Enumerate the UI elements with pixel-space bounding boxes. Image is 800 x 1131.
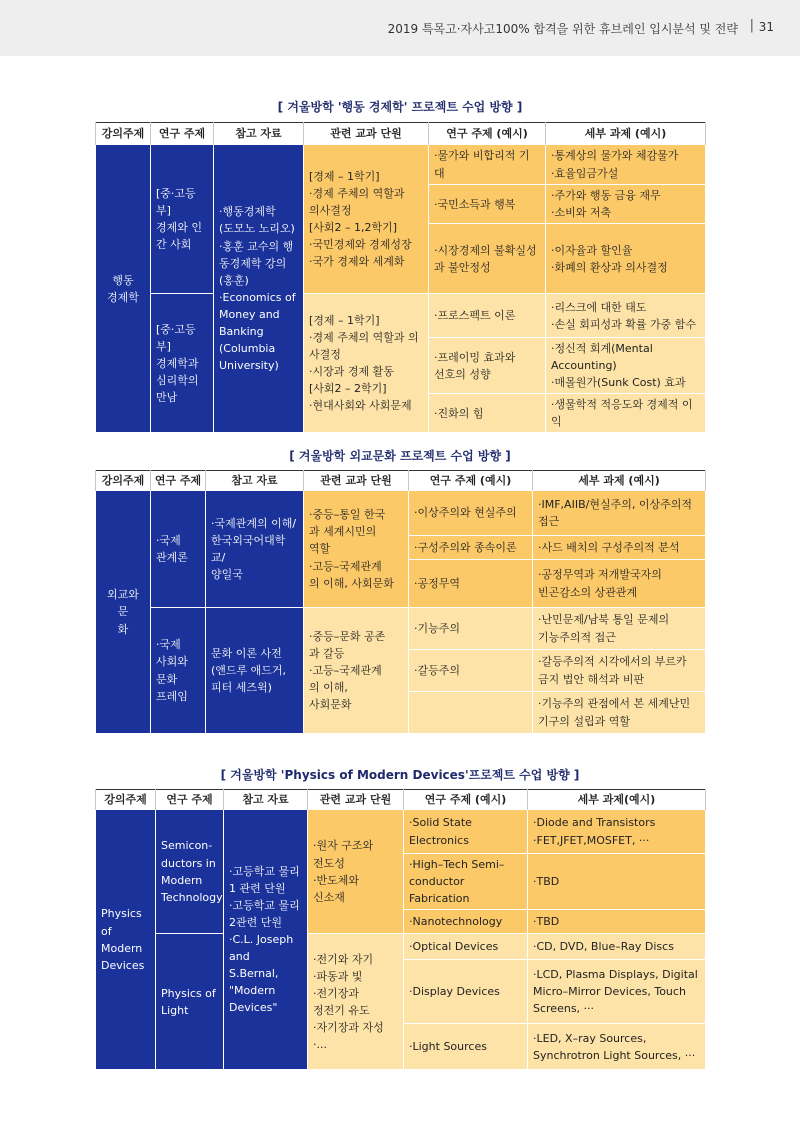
page-number: 31: [758, 20, 774, 34]
cell-line: 문화: [156, 672, 178, 686]
cell-line: 역할: [309, 542, 331, 556]
table2-caption: [ 겨울방학 외교문화 프로젝트 수업 방향 ]: [289, 449, 511, 463]
table-row: [96, 294, 706, 338]
research-topic-cell: [151, 145, 214, 294]
task-cell: [533, 491, 706, 536]
cell-line: Physics of: [101, 907, 142, 938]
cell-line: 사회문화: [309, 698, 352, 712]
header-cell: 강의주제: [96, 790, 156, 810]
cell-line: 간 사회: [156, 238, 192, 252]
cell-line: ·Economics of: [219, 290, 296, 304]
table1-header-row: [96, 123, 706, 145]
table1-caption: [ 겨울방학 '행동 경제학' 프로젝트 수업 방향 ]: [277, 100, 523, 114]
header-cell: 관련 교과 단원: [304, 123, 429, 145]
cell-line: ·Nanotechnology: [409, 915, 503, 929]
cell-line: ·국민경제와 경제성장: [309, 238, 412, 252]
table2-header-row: [96, 471, 706, 491]
cell-line: Synchrotron Light Sources, ···: [533, 1048, 696, 1062]
task-cell: [533, 536, 706, 560]
cell-line: ·효율임금가설: [551, 166, 619, 180]
cell-line: (Columbia: [219, 341, 276, 355]
reference-cell: [206, 608, 304, 734]
cell-line: ·정신적 회계(Mental: [551, 342, 653, 356]
task-cell: [528, 934, 706, 960]
header-cell: 참고 자료: [206, 471, 304, 491]
cell-line: (앤드루 애드거,: [211, 663, 287, 677]
cell-line: ·기능주의: [414, 621, 461, 635]
cell-line: Banking: [219, 324, 264, 338]
cell-line: 양일국: [211, 568, 243, 582]
cell-line: 정전기 유도: [313, 1003, 370, 1017]
cell-line: 2관련 단원: [229, 916, 282, 929]
research-topic-cell: [151, 608, 206, 734]
table3-header-row: [96, 790, 706, 810]
reference-cell: [206, 491, 304, 608]
cell-line: 과 갈등: [309, 646, 345, 660]
cell-line: Accounting): [551, 359, 617, 373]
header-cell: 연구 주제: [151, 123, 214, 145]
task-cell: [528, 810, 706, 854]
cell-line: ·FET,JFET,MOSFET, ···: [533, 833, 650, 847]
cell-line: ·물가와 비합리적 기대: [434, 149, 530, 180]
unit-cell: [308, 934, 404, 1070]
cell-line: ·TBD: [533, 915, 560, 929]
cell-line: ·갈등주의적 시각에서의 부르카: [538, 655, 687, 669]
header-cell: 연구 주제: [151, 471, 206, 491]
example-cell: [404, 934, 528, 960]
cell-line: 금지 법안 해석과 비판: [538, 672, 645, 686]
cell-line: ·고등–국제관계: [309, 663, 382, 677]
cell-line: 문화 이론 사전: [211, 646, 282, 660]
cell-line: 1 관련 단원: [229, 881, 286, 895]
cell-line: 신소재: [313, 890, 345, 904]
task-cell: [546, 185, 706, 224]
reference-cell: [214, 145, 304, 433]
cell-line: ·매몰원가(Sunk Cost) 효과: [551, 376, 686, 390]
cell-line: [경제 – 1학기]: [309, 169, 380, 183]
cell-line: 한국외국어대학교/: [211, 533, 286, 564]
unit-cell: [304, 294, 429, 433]
cell-line: Semicon-: [161, 839, 213, 853]
example-cell: [409, 536, 533, 560]
cell-line: 과 세계시민의: [309, 525, 377, 539]
cell-line: ·이상주의와 현실주의: [414, 506, 517, 520]
cell-line: ·High–Tech Semi–: [409, 858, 505, 871]
cell-line: ·시장경제의 불확실성: [434, 243, 537, 257]
cell-line: Devices: [101, 958, 145, 972]
unit-cell: [308, 810, 404, 934]
page-header: [0, 0, 800, 56]
example-cell: [429, 185, 546, 224]
task-cell: [546, 145, 706, 185]
cell-line: ·공정무역: [414, 576, 461, 590]
research-topic-cell: [156, 934, 224, 1070]
cell-line: 사회와: [156, 655, 188, 669]
cell-line: ·파동과 빛: [313, 969, 363, 983]
example-cell: [429, 224, 546, 294]
cell-line: ductors in: [161, 856, 216, 870]
task-cell: [546, 294, 706, 338]
cell-line: Modern: [161, 873, 203, 887]
cell-line: ·...: [313, 1037, 327, 1051]
cell-line: ·리스크에 대한 태도: [551, 300, 647, 314]
research-topic-cell: [151, 294, 214, 433]
task-cell: [546, 338, 706, 394]
cell-line: ·Diode and Transistors: [533, 816, 656, 830]
header-cell: 세부 과제 (예시): [546, 123, 706, 145]
cell-line: Money and: [219, 307, 280, 321]
header-cell: 참고 자료: [214, 123, 304, 145]
cell-line: ·진화의 힘: [434, 406, 484, 420]
cell-line: ·LED, X–ray Sources,: [533, 1031, 647, 1045]
example-cell: [404, 1024, 528, 1070]
cell-line: ·LCD, Plasma Displays, Digital: [533, 968, 698, 982]
cell-line: ·C.L. Joseph: [229, 933, 294, 947]
cell-line: ·전기장과: [313, 986, 360, 1000]
example-cell: [409, 608, 533, 650]
task-cell: [533, 692, 706, 734]
cell-line: 외교와 문: [107, 588, 139, 619]
cell-line: ·고등학교 물리: [229, 898, 300, 912]
table3: [95, 789, 706, 1070]
lecture-topic-cell: [96, 145, 151, 433]
cell-line: 관계론: [156, 551, 188, 564]
cell-line: 만남: [156, 390, 178, 404]
cell-line: ·중등–통일 한국: [309, 508, 386, 522]
cell-line: 프레임: [156, 689, 188, 703]
task-cell: [528, 1024, 706, 1070]
cell-line: ·행동경제학: [219, 205, 276, 219]
task-cell: [546, 394, 706, 433]
cell-line: ·반도체와: [313, 873, 360, 887]
cell-line: ·중등–문화 공존: [309, 629, 386, 643]
cell-line: ·국민소득과 행복: [434, 197, 516, 211]
cell-line: 행동: [112, 273, 134, 287]
cell-line: ·Display Devices: [409, 985, 500, 999]
cell-line: "Modern: [229, 984, 276, 998]
header-cell: 강의주제: [96, 471, 151, 491]
cell-line: 접근: [538, 515, 560, 528]
table1: [95, 122, 706, 433]
cell-line: ·Optical Devices: [409, 940, 499, 954]
task-cell: [533, 560, 706, 608]
example-cell: [404, 810, 528, 854]
research-topic-cell: [156, 810, 224, 934]
example-cell: [429, 338, 546, 394]
cell-line: ·CD, DVD, Blue–Ray Discs: [533, 940, 674, 954]
cell-line: Light: [161, 1003, 189, 1017]
cell-line: ·고등학교 물리: [229, 864, 300, 878]
cell-line: ·경제 주체의 역할과 의: [309, 331, 419, 345]
table-row: [96, 145, 706, 185]
cell-line: ·현대사회와 사회문제: [309, 399, 412, 413]
example-cell: [404, 910, 528, 934]
example-cell: [429, 394, 546, 433]
cell-line: Devices": [229, 1001, 278, 1015]
cell-line: ·주가와 행동 금융 재무: [551, 189, 661, 202]
cell-line: ·구성주의와 종속이론: [414, 540, 517, 554]
cell-line: ·Light Sources: [409, 1040, 487, 1054]
header-cell: 연구 주제 (예시): [404, 790, 528, 810]
cell-line: 사결정: [309, 348, 341, 362]
header-cell: 강의주제: [96, 123, 151, 145]
cell-line: 부]: [156, 339, 171, 353]
cell-line: ·갈등주의: [414, 663, 461, 677]
cell-line: ·이자율과 할인율: [551, 243, 633, 257]
header-cell: 관련 교과 단원: [304, 471, 409, 491]
cell-line: ·국제: [156, 533, 181, 547]
cell-line: ·기능주의 관점에서 본 세계난민: [538, 697, 691, 711]
cell-line: ·홍훈 교수의 행: [219, 239, 294, 253]
cell-line: [중·고등: [156, 322, 196, 336]
cell-line: 기구의 설립과 역할: [538, 714, 631, 728]
research-topic-cell: [151, 491, 206, 608]
example-cell: [404, 960, 528, 1024]
cell-line: ·TBD: [533, 875, 560, 889]
cell-line: 심리학의: [156, 373, 199, 387]
cell-line: 의 이해, 사회문화: [309, 576, 394, 590]
cell-line: Screens, ···: [533, 1002, 595, 1016]
cell-line: [중·고등: [156, 186, 196, 200]
example-cell: [409, 692, 533, 734]
cell-line: (도모노 노리오): [219, 222, 295, 236]
cell-line: 경제학과: [156, 356, 199, 370]
lecture-topic-cell: [96, 810, 156, 1070]
task-cell: [528, 910, 706, 934]
table2: [95, 470, 706, 734]
cell-line: ·프로스펙트 이론: [434, 309, 516, 323]
header-cell: 연구 주제 (예시): [409, 471, 533, 491]
header-cell: 참고 자료: [224, 790, 308, 810]
header-cell: 관련 교과 단원: [308, 790, 404, 810]
table-row: [96, 934, 706, 960]
unit-cell: [304, 491, 409, 608]
example-cell: [409, 560, 533, 608]
task-cell: [533, 650, 706, 692]
cell-line: 빈곤감소의 상관관계: [538, 585, 638, 599]
cell-line: ·통계상의 물가와 체감물가: [551, 149, 679, 163]
cell-line: ·생물학적 적응도와 경제적 이익: [551, 398, 693, 429]
cell-line: 의 이해,: [309, 681, 348, 695]
cell-line: ·국가 경제와 세계화: [309, 255, 405, 269]
cell-line: ·공정무역과 저개발국자의: [538, 568, 662, 582]
cell-line: ·경제 주체의 역할과: [309, 186, 405, 200]
cell-line: ·고등–국제관계: [309, 559, 382, 573]
cell-line: ·자기장과 자성: [313, 1020, 384, 1034]
example-cell: [409, 650, 533, 692]
cell-line: ·원자 구조와: [313, 839, 374, 853]
cell-line: 동경제학 강의: [219, 256, 287, 270]
header-cell: 세부 과제 (예시): [533, 471, 706, 491]
cell-line: ·시장과 경제 활동: [309, 365, 394, 379]
cell-line: 피터 세즈윅): [211, 681, 272, 695]
header-separator: |: [749, 18, 754, 33]
table-row: [96, 608, 706, 650]
cell-line: 선호의 성향: [434, 367, 491, 381]
cell-line: and S.Bernal,: [229, 950, 279, 981]
cell-line: 경제와 인: [156, 221, 203, 235]
cell-line: conductor Fabrication: [409, 875, 470, 906]
header-cell: 연구 주제 (예시): [429, 123, 546, 145]
cell-line: ·난민문제/남북 통일 문제의: [538, 613, 670, 627]
unit-cell: [304, 145, 429, 294]
example-cell: [409, 491, 533, 536]
reference-cell: [224, 810, 308, 1070]
header-cell: 세부 과제(예시): [528, 790, 706, 810]
task-cell: [546, 224, 706, 294]
table-row: [96, 810, 706, 854]
task-cell: [528, 960, 706, 1024]
cell-line: Physics of: [161, 986, 216, 1000]
cell-line: ·손실 회피성과 확률 가중 함수: [551, 317, 696, 331]
cell-line: Technology: [161, 890, 223, 904]
task-cell: [533, 608, 706, 650]
cell-line: (홍훈): [219, 273, 249, 287]
cell-line: 화: [117, 622, 129, 636]
table3-caption: [ 겨울방학 'Physics of Modern Devices'프로젝트 수업 방향 ]: [220, 768, 580, 782]
example-cell: [429, 294, 546, 338]
cell-line: ·화폐의 환상과 의사결정: [551, 260, 668, 274]
header-title: 2019 특목고·자사고100% 합격을 위한 휴브레인 입시분석 및 전략: [387, 22, 738, 36]
cell-line: 기능주의적 접근: [538, 630, 616, 644]
cell-line: ·IMF,AIIB/현실주의, 이상주의적: [538, 497, 692, 511]
cell-line: [사회2 – 2학기]: [309, 382, 387, 396]
cell-line: ·국제: [156, 638, 181, 652]
task-cell: [528, 854, 706, 910]
cell-line: 전도성: [313, 856, 345, 870]
cell-line: ·전기와 자기: [313, 952, 374, 966]
cell-line: 경제학: [107, 290, 139, 304]
cell-line: ·Solid State Electronics: [409, 816, 472, 847]
cell-line: ·소비와 저축: [551, 206, 612, 220]
cell-line: ·프레이밍 효과와: [434, 350, 516, 364]
table-row: [96, 491, 706, 536]
cell-line: [사회2 – 1,2학기]: [309, 221, 398, 235]
cell-line: ·사드 배치의 구성주의적 분석: [538, 540, 680, 554]
cell-line: 부]: [156, 204, 171, 217]
cell-line: Micro–Mirror Devices, Touch: [533, 985, 686, 999]
cell-line: Modern: [101, 941, 143, 955]
header-cell: 연구 주제: [156, 790, 224, 810]
cell-line: ·국제관계의 이해/: [211, 516, 297, 530]
unit-cell: [304, 608, 409, 734]
cell-line: University): [219, 358, 279, 372]
example-cell: [404, 854, 528, 910]
lecture-topic-cell: [96, 491, 151, 734]
cell-line: [경제 – 1학기]: [309, 314, 380, 328]
cell-line: 의사결정: [309, 204, 352, 217]
cell-line: 과 불안정성: [434, 260, 491, 274]
example-cell: [429, 145, 546, 185]
